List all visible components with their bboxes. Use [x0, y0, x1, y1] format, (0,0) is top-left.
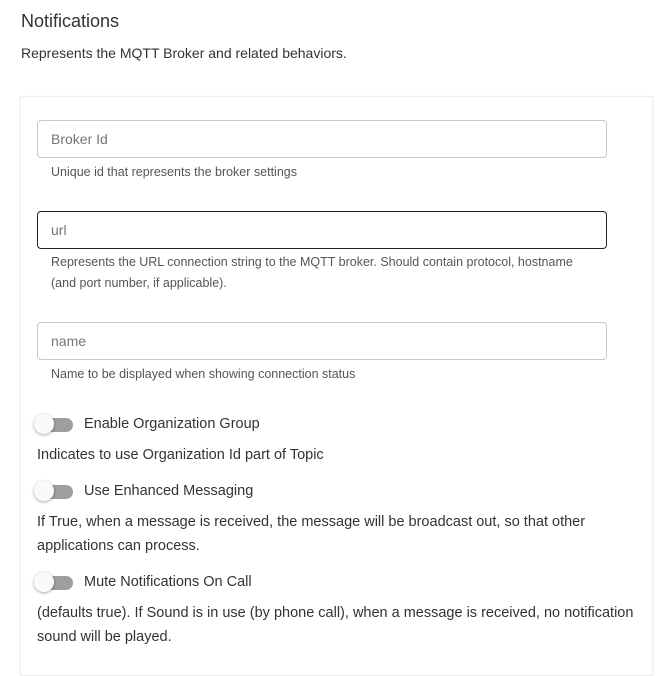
toggle-thumb — [34, 572, 54, 592]
mute-on-call-description: (defaults true). If Sound is in use (by phone call), when a message is received, no notification sound will be played. — [37, 605, 634, 645]
broker-id-helper: Unique id that represents the broker settings — [51, 165, 297, 179]
mute-on-call-row — [33, 571, 252, 593]
org-group-toggle[interactable] — [33, 413, 73, 435]
url-field[interactable] — [37, 211, 607, 249]
name-input[interactable] — [38, 323, 606, 359]
broker-id-input[interactable] — [38, 121, 606, 157]
org-group-description: Indicates to use Organization Id part of Topic — [37, 447, 324, 463]
page-title: Notifications — [21, 11, 120, 31]
page-subtitle: Represents the MQTT Broker and related behaviors. — [21, 45, 347, 61]
broker-id-field[interactable] — [37, 120, 607, 158]
url-input[interactable] — [38, 212, 606, 248]
enhanced-messaging-toggle[interactable] — [33, 480, 73, 502]
mute-on-call-toggle[interactable] — [33, 571, 73, 593]
enhanced-messaging-label[interactable]: Use Enhanced Messaging — [84, 483, 254, 499]
name-helper: Name to be displayed when showing connection status — [51, 367, 356, 381]
org-group-label[interactable]: Enable Organization Group — [84, 416, 260, 432]
toggle-thumb — [34, 414, 54, 434]
toggle-thumb — [34, 481, 54, 501]
org-group-row — [33, 413, 260, 435]
url-helper: Represents the URL connection string to the MQTT broker. Should contain protocol, hostname (and port number, if applicable). — [51, 255, 573, 290]
name-field[interactable] — [37, 322, 607, 360]
enhanced-messaging-row — [33, 480, 253, 502]
enhanced-messaging-description: If True, when a message is received, the message will be broadcast out, so that other applications can process. — [37, 514, 586, 554]
mute-on-call-label[interactable]: Mute Notifications On Call — [84, 574, 252, 590]
